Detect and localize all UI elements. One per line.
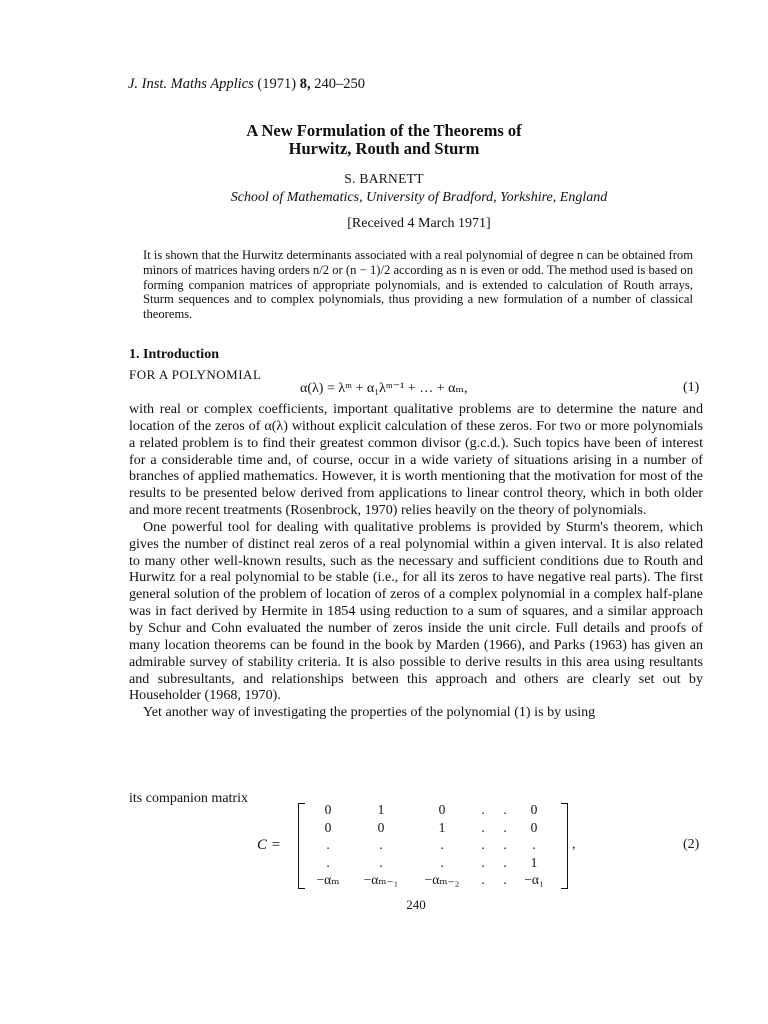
matrix-cell: . xyxy=(503,819,507,835)
matrix-cell: 0 xyxy=(438,802,446,817)
matrix-cell: . xyxy=(440,837,444,852)
matrix-cell: . xyxy=(503,854,507,870)
matrix-cell: . xyxy=(481,837,485,852)
matrix-left-bracket xyxy=(298,803,305,889)
journal-year: (1971) xyxy=(257,76,297,92)
lead-in-text: FOR A POLYNOMIAL xyxy=(129,367,262,382)
journal-pages: 240–250 xyxy=(314,76,365,92)
page-number: 240 xyxy=(406,897,426,912)
matrix-trailing-comma: , xyxy=(572,837,576,852)
matrix-cell: 0 xyxy=(530,802,538,817)
matrix-cell: 0 xyxy=(324,802,332,817)
matrix-cell: . xyxy=(503,837,507,852)
matrix-cell: . xyxy=(503,872,507,887)
journal-volume: 8, xyxy=(299,76,311,92)
abstract xyxy=(143,248,693,322)
equation-2-number: (2) xyxy=(683,837,700,852)
matrix-cell: 0 xyxy=(324,819,332,835)
equation-1: α(λ) = λᵐ + α₁λᵐ⁻¹ + … + αₘ, xyxy=(300,381,468,396)
paragraph-2: One powerful tool for dealing with qualitative problems is provided by Sturm's theorem, which gives the number of distinct real zeros of a real polynomial within a given interval. It is also related to many other well-known results, such as the necessary and sufficient conditions due to Routh and Hurwitz for a real polynomial to be stable (i.e., for all its zeros to have negative real parts). The first general solution of the problem of location of zeros of a complex polynomial in a complex half-plane was in fact derived by Hermite in 1854 using reduction to a sum of squares, and a similar approach by Schur and Cohn evaluated the number of zeros inside the unit circle. Full details and proofs of many location theorems can be found in the book by Marden (1966), and Parks (1963) has given an admirable survey of stability criteria. It is also possible to derive results in this area using resultants and subresultants, and relationships between this approach and others are clearly set out by Householder (1968, 1970). xyxy=(129,518,703,704)
matrix-cell: −αₘ₋₁ xyxy=(363,872,399,887)
companion-matrix xyxy=(298,801,568,891)
journal-citation xyxy=(128,76,365,93)
paragraph-3: Yet another way of investigating the properties of the polynomial (1) is by using xyxy=(143,704,596,721)
matrix-lhs: C = xyxy=(257,837,281,853)
journal-name: J. Inst. Maths Applics xyxy=(128,76,254,92)
matrix-cell: −αₘ₋₂ xyxy=(424,872,460,887)
matrix-cell: . xyxy=(503,802,507,817)
matrix-cell: 0 xyxy=(530,819,538,835)
matrix-cell: −αₘ xyxy=(316,872,340,887)
paper-title-line-2: Hurwitz, Routh and Sturm xyxy=(288,139,480,158)
matrix-cell: . xyxy=(532,837,536,852)
matrix-cell: 0 xyxy=(377,819,385,835)
matrix-cell: . xyxy=(481,819,485,835)
matrix-cell: . xyxy=(481,872,485,887)
equation-1-number: (1) xyxy=(683,380,700,395)
matrix-cell: 1 xyxy=(377,802,385,817)
matrix-cell: . xyxy=(326,837,330,852)
matrix-right-bracket xyxy=(561,803,568,889)
author-affiliation: School of Mathematics, University of Bradford, Yorkshire, England xyxy=(230,190,608,205)
received-date: [Received 4 March 1971] xyxy=(347,216,491,231)
matrix-cell: . xyxy=(379,837,383,852)
matrix-cell: 1 xyxy=(438,819,446,835)
matrix-cell: −α₁ xyxy=(524,872,544,887)
matrix-cell: . xyxy=(481,854,485,870)
paper-title-line-1: A New Formulation of the Theorems of xyxy=(246,121,522,140)
matrix-cell: . xyxy=(440,854,444,870)
author-name: S. BARNETT xyxy=(344,171,424,186)
matrix-grid xyxy=(306,801,558,889)
companion-matrix-text: its companion matrix xyxy=(129,791,248,806)
matrix-cell: 1 xyxy=(530,854,538,870)
paragraph-1: with real or complex coefficients, important qualitative problems are to determine the nature and location of the zeros of α(λ) without explicit calculation of these zeros. For two or more polynomials a related problem is to find their greatest common divisor (g.c.d.). Such topics have been of interest for a considerable time and, of course, occur in a wide variety of situations arising in a number of branches of applied mathematics. However, it is worth mentioning that the motivation for most of the results to be presented below derived from applications to linear control theory, which in both older and more recent treatments (Rosenbrock, 1970) relies heavily on the theory of polynomials. xyxy=(129,401,703,519)
body-text xyxy=(129,401,703,721)
abstract-text: It is shown that the Hurwitz determinants associated with a real polynomial of degree n can be obtained from minors of matrices having orders n/2 or (n − 1)/2 according as n is even or odd. The method used is based on forming companion matrices of appropriate polynomials, and is extended to calculation of Routh arrays, Sturm sequences and to complex polynomials, thus providing a new formulation of a number of classical theorems. xyxy=(143,248,693,322)
matrix-cell: . xyxy=(379,854,383,870)
section-heading: 1. Introduction xyxy=(129,347,219,362)
matrix-cell: . xyxy=(481,802,485,817)
matrix-cell: . xyxy=(326,854,330,870)
